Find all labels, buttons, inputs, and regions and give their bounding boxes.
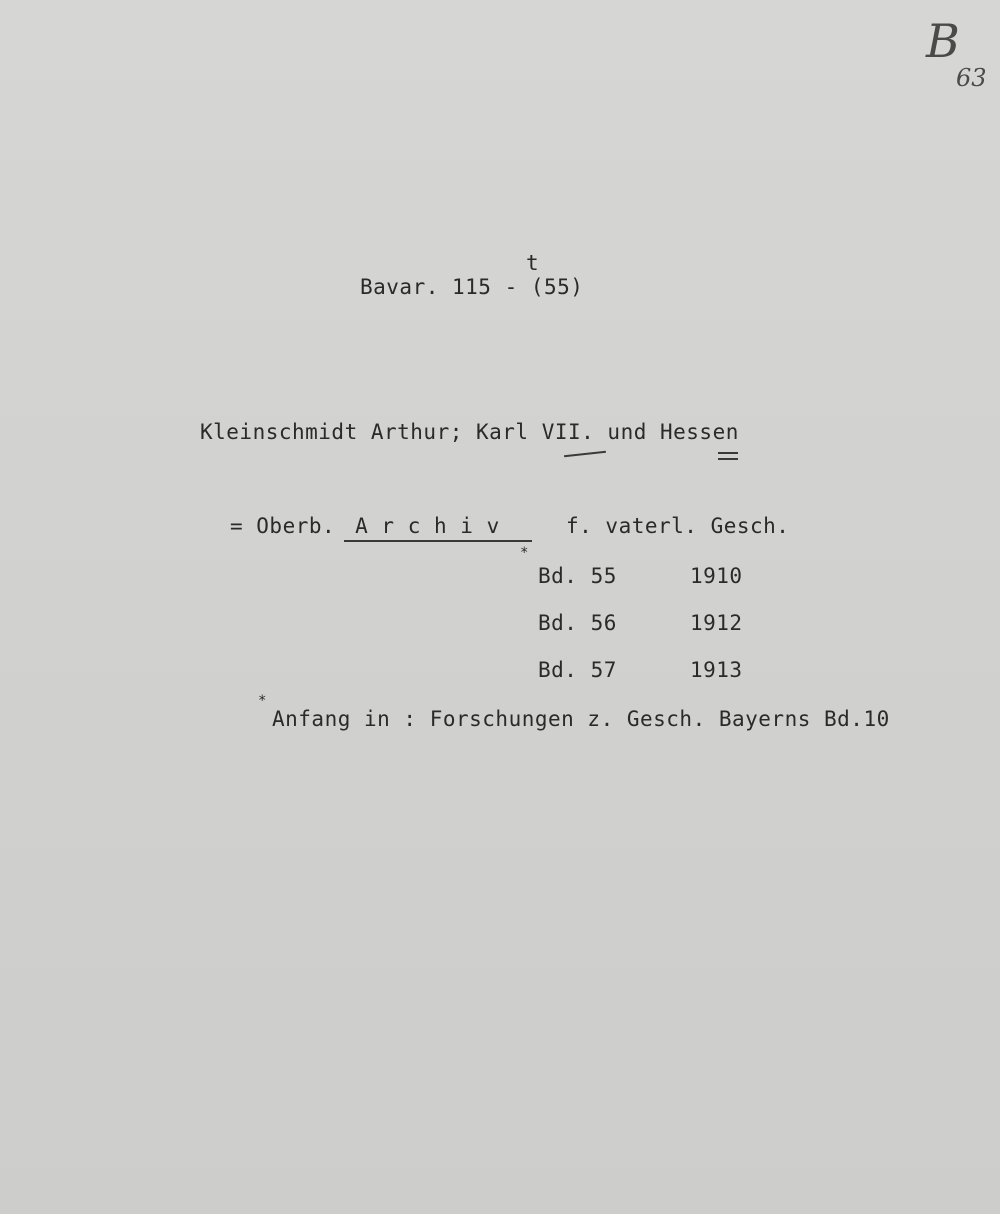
source-asterisk: * (520, 545, 529, 561)
handwritten-corner-letter: B (926, 14, 960, 68)
underline-mark-double-2 (718, 458, 738, 460)
underline-mark-double-1 (718, 452, 738, 454)
underline-mark-single (564, 451, 606, 457)
volume-1-year: 1910 (690, 564, 743, 588)
journal-name-spaced: A r c h i v (342, 514, 500, 538)
signature-superscript: t (526, 251, 540, 275)
footnote-asterisk: * (258, 693, 267, 709)
handwritten-corner-number: 63 (956, 64, 987, 92)
journal-underline (344, 540, 532, 542)
source-suffix: f. vaterl. Gesch. (566, 514, 790, 538)
source-prefix: = Oberb. (230, 514, 336, 538)
footnote-text: Anfang in : Forschungen z. Gesch. Bayerns Bd.10 (272, 707, 890, 731)
volume-3-year: 1913 (690, 658, 743, 682)
volume-3-bd: Bd. 57 (538, 658, 617, 682)
volume-2-year: 1912 (690, 611, 743, 635)
volume-2-bd: Bd. 56 (538, 611, 617, 635)
volume-1-bd: Bd. 55 (538, 564, 617, 588)
shelf-signature: Bavar. 115 - (55) (360, 275, 584, 299)
author-title-line: Kleinschmidt Arthur; Karl VII. und Hessen (200, 420, 739, 444)
